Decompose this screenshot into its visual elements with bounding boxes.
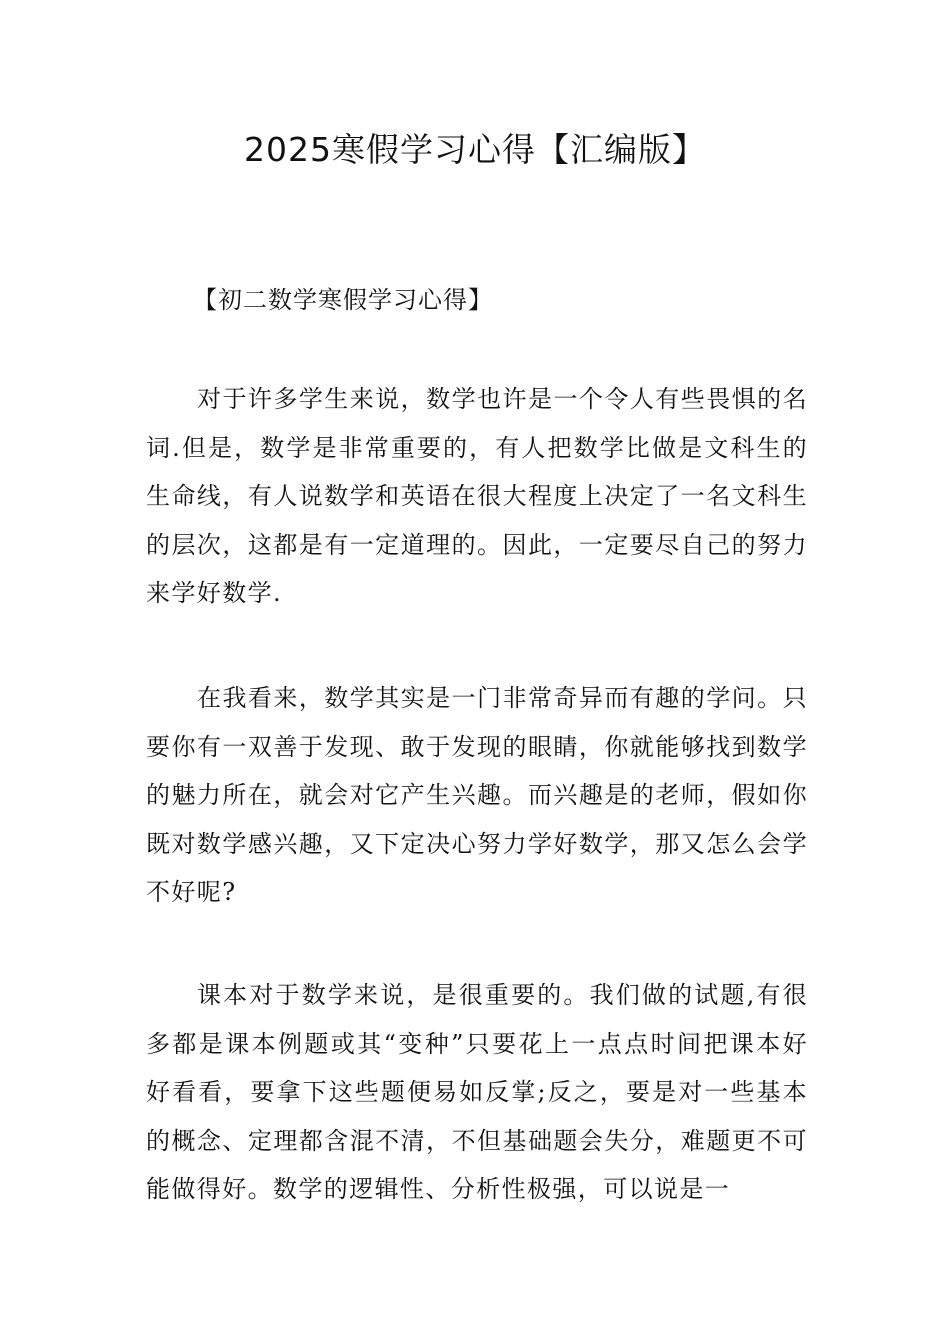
paragraph-3: 课本对于数学来说，是很重要的。我们做的试题,有很多都是课本例题或其“变种”只要花上一点点时间把课本好好看看，要拿下这些题便易如反掌;反之，要是对一些基本的概念、定理都含混不清，不但基础题会失分，难题更不可能做得好。数学的逻辑性、分析性极强，可以说是一 [146, 981, 808, 1203]
document-title: 2025寒假学习心得【汇编版】 [244, 130, 706, 169]
paragraph-1: 对于许多学生来说，数学也许是一个令人有些畏惧的名词.但是，数学是非常重要的，有人把数学比做是文科生的生命线，有人说数学和英语在很大程度上决定了一名文科生的层次，这都是有一定道理的。因此，一定要尽自己的努力来学好数学. [146, 385, 808, 607]
section-heading: 【初二数学寒假学习心得】 [193, 286, 493, 314]
paragraph-2: 在我看来，数学其实是一门非常奇异而有趣的学问。只要你有一双善于发现、敢于发现的眼睛，你就能够找到数学的魅力所在，就会对它产生兴趣。而兴趣是的老师，假如你既对数学感兴趣，又下定决心努力学好数学，那又怎么会学不好呢? [146, 684, 808, 906]
